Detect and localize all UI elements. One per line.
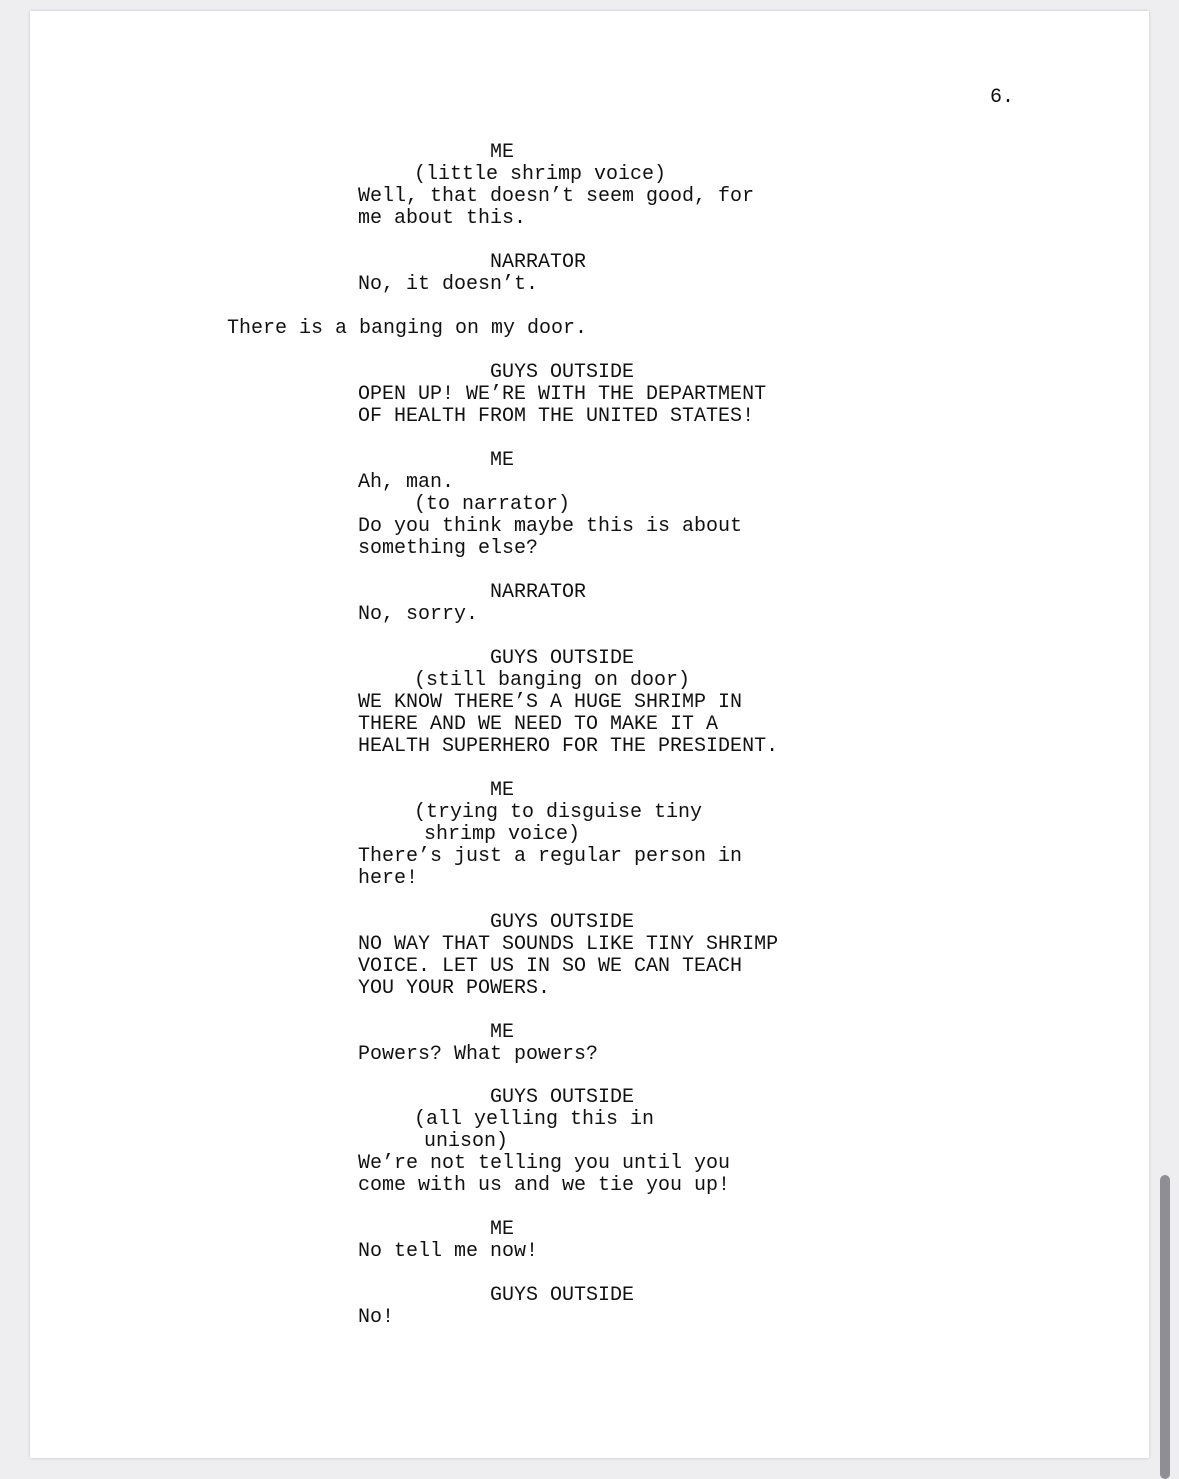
script-line: shrimp voice) — [424, 823, 581, 846]
script-line: We’re not telling you until you — [358, 1152, 731, 1175]
script-line: VOICE. LET US IN SO WE CAN TEACH — [358, 955, 743, 978]
script-line: Powers? What powers? — [358, 1043, 599, 1066]
script-line: There is a banging on my door. — [227, 317, 588, 340]
script-line: ME — [490, 449, 515, 472]
script-line: something else? — [358, 537, 539, 560]
script-line: OPEN UP! WE’RE WITH THE DEPARTMENT — [358, 383, 767, 406]
page-number: 6. — [990, 86, 1015, 109]
script-line: (all yelling this in — [414, 1108, 655, 1131]
script-line: ME — [490, 141, 515, 164]
script-line: ME — [490, 779, 515, 802]
script-line: ME — [490, 1021, 515, 1044]
script-line: GUYS OUTSIDE — [490, 1086, 635, 1109]
script-line: No tell me now! — [358, 1240, 539, 1263]
script-line: No, it doesn’t. — [358, 273, 539, 296]
script-line: (trying to disguise tiny — [414, 801, 703, 824]
script-line: YOU YOUR POWERS. — [358, 977, 551, 1000]
script-line: THERE AND WE NEED TO MAKE IT A — [358, 713, 719, 736]
script-line: WE KNOW THERE’S A HUGE SHRIMP IN — [358, 691, 743, 714]
script-line: No! — [358, 1306, 395, 1329]
script-line: There’s just a regular person in — [358, 845, 743, 868]
script-line: GUYS OUTSIDE — [490, 911, 635, 934]
script-page — [30, 11, 1149, 1458]
script-line: me about this. — [358, 207, 527, 230]
script-line: here! — [358, 867, 419, 890]
script-line: Well, that doesn’t seem good, for — [358, 185, 755, 208]
script-line: unison) — [424, 1130, 509, 1153]
script-line: OF HEALTH FROM THE UNITED STATES! — [358, 405, 755, 428]
script-line: GUYS OUTSIDE — [490, 1284, 635, 1307]
script-line: ME — [490, 1218, 515, 1241]
script-line: NARRATOR — [490, 581, 587, 604]
script-line: No, sorry. — [358, 603, 479, 626]
script-line: GUYS OUTSIDE — [490, 647, 635, 670]
script-line: HEALTH SUPERHERO FOR THE PRESIDENT. — [358, 735, 779, 758]
script-line: (still banging on door) — [414, 669, 691, 692]
vertical-scrollbar[interactable] — [1160, 1175, 1170, 1479]
script-line: NO WAY THAT SOUNDS LIKE TINY SHRIMP — [358, 933, 779, 956]
script-line: (little shrimp voice) — [414, 163, 667, 186]
script-line: come with us and we tie you up! — [358, 1174, 731, 1197]
script-line: (to narrator) — [414, 493, 571, 516]
script-line: Ah, man. — [358, 471, 455, 494]
script-line: GUYS OUTSIDE — [490, 361, 635, 384]
script-line: Do you think maybe this is about — [358, 515, 743, 538]
script-line: NARRATOR — [490, 251, 587, 274]
